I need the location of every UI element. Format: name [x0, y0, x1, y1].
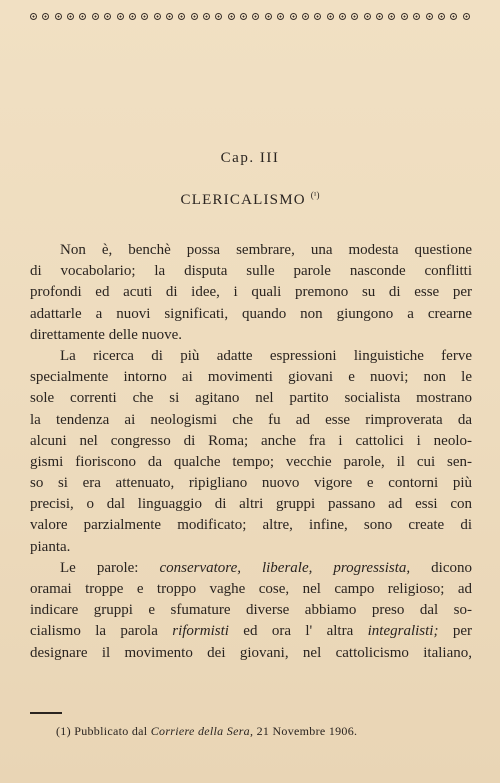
text-line: direttamente delle nuove.: [30, 326, 183, 343]
ornament-ring-icon: [327, 13, 334, 20]
ornament-ring-icon: [178, 13, 185, 20]
ornament-ring-icon: [166, 13, 173, 20]
ornament-ring-icon: [290, 13, 297, 20]
ornament-ring-icon: [203, 13, 210, 20]
text-line: Non è, benchè possa sembrare, una modesta questione: [60, 242, 472, 258]
ornament-ring-icon: [42, 13, 49, 20]
paragraph: [30, 240, 472, 346]
ornament-ring-icon: [426, 13, 433, 20]
footnote: [56, 724, 357, 739]
text-line: profondi ed acuti di idee, i quali premono su di esse per: [30, 284, 472, 301]
ornament-ring-icon: [463, 13, 470, 20]
body-text: [30, 240, 472, 664]
footnote-rule: [30, 712, 62, 714]
ornamental-border: [30, 9, 470, 23]
ornament-ring-icon: [240, 13, 247, 20]
ornament-ring-icon: [450, 13, 457, 20]
text-line: la tendenza ai neologismi che fu ad esse rimproverata da: [30, 411, 472, 428]
ornament-ring-icon: [364, 13, 371, 20]
ornament-ring-icon: [92, 13, 99, 20]
text-line: sole correnti che si agitano nel partito socialista mostrano: [30, 390, 472, 407]
ornament-ring-icon: [55, 13, 62, 20]
ornament-ring-icon: [351, 13, 358, 20]
text-line: precisi, o dal linguaggio di altri gruppi passano ad essi con: [30, 496, 472, 513]
ornament-ring-icon: [104, 13, 111, 20]
text-line: La ricerca di più adatte espressioni linguistiche ferve: [60, 347, 472, 364]
ornament-ring-icon: [67, 13, 74, 20]
ornament-ring-icon: [215, 13, 222, 20]
ornament-ring-icon: [339, 13, 346, 20]
ornament-ring-icon: [302, 13, 309, 20]
text-line: Le parole: conservatore, liberale, progressista, dicono: [60, 559, 473, 576]
ornament-ring-icon: [141, 13, 148, 20]
chapter-title: [0, 190, 500, 209]
ornament-ring-icon: [277, 13, 284, 20]
text-line: valore parzialmente modificato; altre, infine, sono create di: [30, 517, 472, 534]
text-line: gismi fioriscono da qualche tempo; vecchie parole, il cui sen-: [30, 453, 472, 470]
ornament-ring-icon: [265, 13, 272, 20]
chapter-heading: Cap. III: [220, 150, 280, 166]
footnote-source: Corriere della Sera,: [150, 724, 254, 738]
text-line: so si era attenuato, ripigliano nuovo vigore e contorni più: [30, 475, 472, 492]
ornament-ring-icon: [413, 13, 420, 20]
ornament-ring-icon: [154, 13, 161, 20]
footnote-date: 21 Novembre 1906.: [253, 724, 358, 738]
ornament-ring-icon: [376, 13, 383, 20]
text-line: di vocabolario; la disputa sulle parole nasconde conflitti: [30, 263, 472, 280]
footnote-text: Pubblicato dal: [74, 724, 151, 738]
ornament-ring-icon: [129, 13, 136, 20]
text-line: designare il movimento dei giovani, nel cattolicismo italiano,: [30, 644, 472, 661]
text-line: cialismo la parola riformisti ed ora l' altra integralisti; per: [30, 623, 472, 640]
chapter-title-text: CLERICALISMO: [180, 192, 306, 208]
ornament-ring-icon: [228, 13, 235, 20]
text-line: adattarle a nuovi significati, quando non giungono a crearne: [30, 305, 472, 322]
ornament-ring-icon: [252, 13, 259, 20]
ornament-ring-icon: [314, 13, 321, 20]
ornament-ring-icon: [117, 13, 124, 20]
title-footnote-ref: (¹): [310, 190, 320, 200]
text-line: specialmente intorno ai movimenti giovani e nuovi; non le: [30, 369, 472, 386]
paragraph: [30, 558, 472, 664]
paragraph: [30, 346, 472, 558]
text-line: pianta.: [30, 538, 71, 555]
ornament-ring-icon: [438, 13, 445, 20]
ornament-ring-icon: [191, 13, 198, 20]
text-line: alcuni nel congresso di Roma; anche fra i cattolici i neolo-: [30, 432, 472, 449]
footnote-marker: (1): [56, 724, 71, 738]
text-line: oramai troppe e troppo vaghe cose, nel campo religioso; ad: [30, 581, 472, 597]
ornament-ring-icon: [30, 13, 37, 20]
ornament-ring-icon: [79, 13, 86, 20]
text-line: indicare gruppi e sfumature diverse abbiamo preso dal so-: [30, 602, 472, 619]
ornament-ring-icon: [388, 13, 395, 20]
ornament-ring-icon: [401, 13, 408, 20]
